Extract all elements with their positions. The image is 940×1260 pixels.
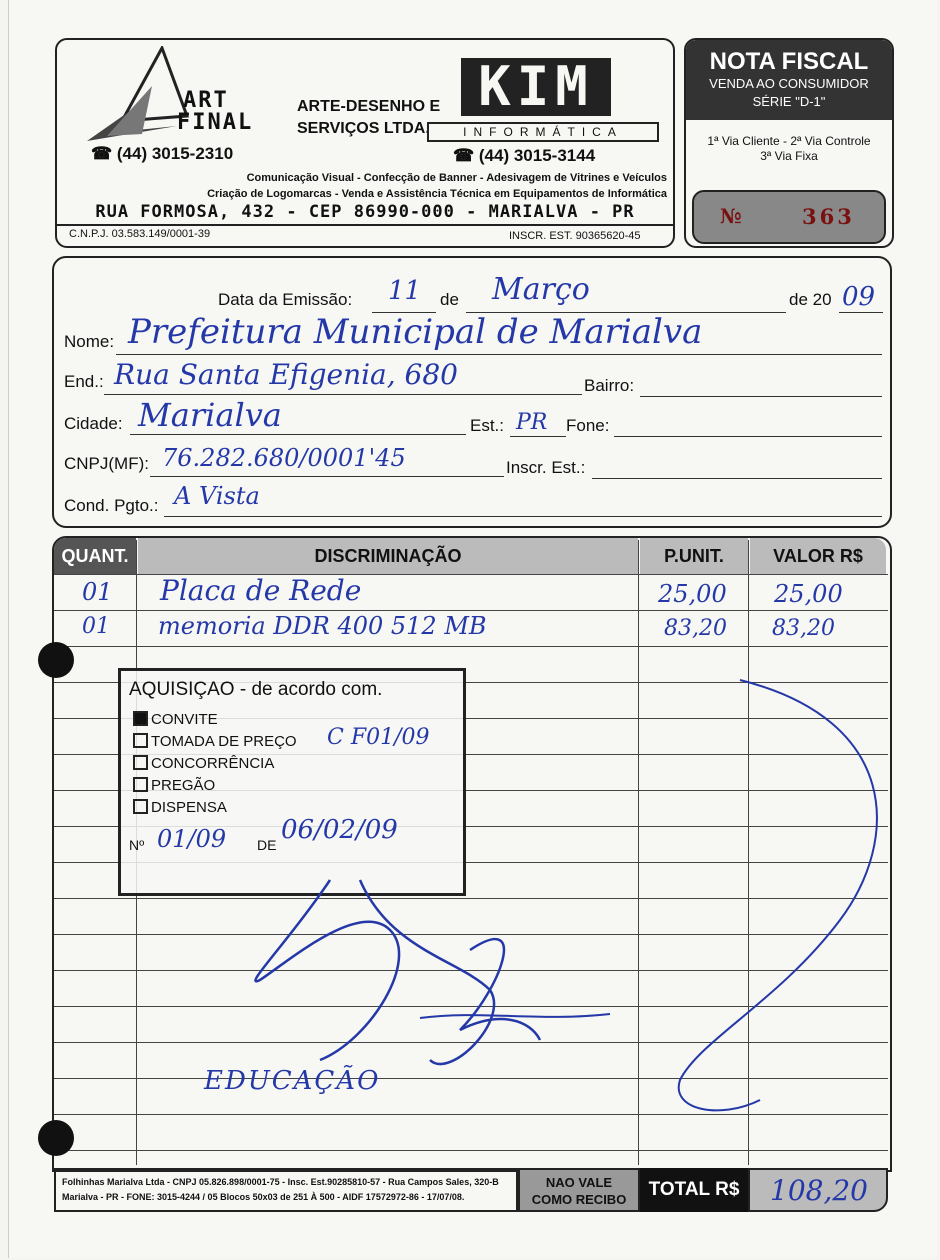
phone-right: ☎ (44) 3015-3144 — [453, 146, 596, 165]
customer-form: Data da Emissão: 11 de Março de 20 09 Nome: Prefeitura Municipal de Marialva End.: Rua Santa Efigenia, 680 Bairro: Cidade: Marialva Est.: PR Fone: CNPJ(MF): 76.282.680/0001'45 Inscr. Est.: Cond. Pgto.: A Vista — [52, 256, 892, 528]
date-day: 11 — [388, 276, 422, 306]
nao-vale-badge: NAO VALE COMO RECIBO — [518, 1168, 640, 1212]
col-header-total: VALOR R$ — [750, 538, 886, 574]
signature-icon — [200, 660, 900, 1130]
acquisition-stamp: AQUISIÇAO - de acordo com. CONVITE TOMADA DE PREÇO CONCORRÊNCIA PREGÃO DISPENSA C F01/09 Nº 01/09 DE 06/02/09 — [118, 668, 466, 896]
customer-city: Marialva — [138, 396, 282, 434]
company-cnpj: C.N.P.J. 03.583.149/0001-39 — [69, 228, 211, 240]
department-note: EDUCAÇÃO — [204, 1066, 381, 1096]
stamp-options: CONVITE TOMADA DE PREÇO CONCORRÊNCIA PREGÃO DISPENSA — [133, 709, 297, 819]
row2-total: 83,20 — [772, 616, 835, 641]
row1-desc: Placa de Rede — [160, 574, 362, 607]
row1-total: 25,00 — [774, 580, 843, 608]
company-header — [55, 38, 675, 248]
header-divider — [57, 224, 673, 226]
row2-qty: 01 — [82, 614, 110, 639]
stamp-handwritten-ref: C F01/09 — [327, 725, 430, 750]
nota-number-box: № 363 — [692, 190, 886, 244]
col-header-unit: P.UNIT. — [640, 538, 748, 574]
total-value: 108,20 — [770, 1174, 868, 1207]
payment-condition: A Vista — [174, 482, 260, 510]
printer-info: Folhinhas Marialva Ltda - CNPJ 05.826.898/0001-75 - Insc. Est.90285810-57 - Rua Campos Sales, 320-B Marialva - PR - FONE: 3015-4244 / 05 Blocos 50x03 de 251 À 500 - AIDF 17572972-86 - 17/07/08. — [54, 1168, 518, 1212]
company-name: ARTE-DESENHO E SERVIÇOS LTDA. — [297, 98, 441, 137]
binder-hole — [38, 642, 74, 678]
kim-subtitle: INFORMÁTICA — [427, 122, 659, 142]
stamp-title: AQUISIÇAO - de acordo com. — [129, 679, 383, 700]
stamp-number: 01/09 — [157, 825, 227, 853]
date-year: 09 — [842, 282, 876, 312]
checkbox-checked-icon — [133, 711, 148, 726]
binder-hole — [38, 1120, 74, 1156]
col-header-desc: DISCRIMINAÇÃO — [138, 538, 638, 574]
checkbox-icon — [133, 733, 148, 748]
customer-cnpj: 76.282.680/0001'45 — [162, 444, 406, 472]
checkbox-icon — [133, 799, 148, 814]
nota-serie: SÉRIE "D-1" — [752, 94, 826, 109]
row1-qty: 01 — [82, 578, 113, 606]
row2-unit: 83,20 — [664, 616, 727, 641]
row1-unit: 25,00 — [658, 580, 727, 608]
kim-logo: KIM — [461, 58, 611, 116]
date-month: Março — [492, 272, 590, 307]
nota-fiscal-box — [684, 38, 894, 248]
stamp-date: 06/02/09 — [281, 815, 398, 845]
customer-address: Rua Santa Efigenia, 680 — [114, 358, 458, 391]
nota-title-block — [686, 40, 892, 120]
checkbox-icon — [133, 755, 148, 770]
checkbox-icon — [133, 777, 148, 792]
customer-state: PR — [516, 410, 548, 435]
nota-vias: 1ª Via Cliente - 2ª Via Controle 3ª Via Fixa — [707, 134, 871, 163]
company-inscr: INSCR. EST. 90365620-45 — [509, 230, 641, 242]
total-value-box — [748, 1168, 888, 1212]
nota-subtitle: VENDA AO CONSUMIDOR — [709, 76, 869, 91]
row2-desc: memoria DDR 400 512 MB — [158, 612, 487, 640]
services-text: Comunicação Visual - Confecção de Banner - Adesivagem de Vitrines e Veículos Criação de Logomarcas - Venda e Assistência Técnica em Equipamentos de Informática — [207, 172, 667, 200]
date-label: Data da Emissão: — [218, 290, 353, 309]
nota-title: NOTA FISCAL — [709, 48, 869, 75]
col-header-qty: QUANT. — [54, 538, 136, 574]
nota-number: 363 — [802, 204, 855, 229]
art-final-text: ART FINAL — [177, 88, 254, 135]
customer-name: Prefeitura Municipal de Marialva — [128, 312, 703, 352]
phone-left: ☎ (44) 3015-2310 — [91, 144, 234, 163]
address: RUA FORMOSA, 432 - CEP 86990-000 - MARIALVA - PR — [95, 202, 635, 222]
total-label: TOTAL R$ — [640, 1168, 748, 1212]
